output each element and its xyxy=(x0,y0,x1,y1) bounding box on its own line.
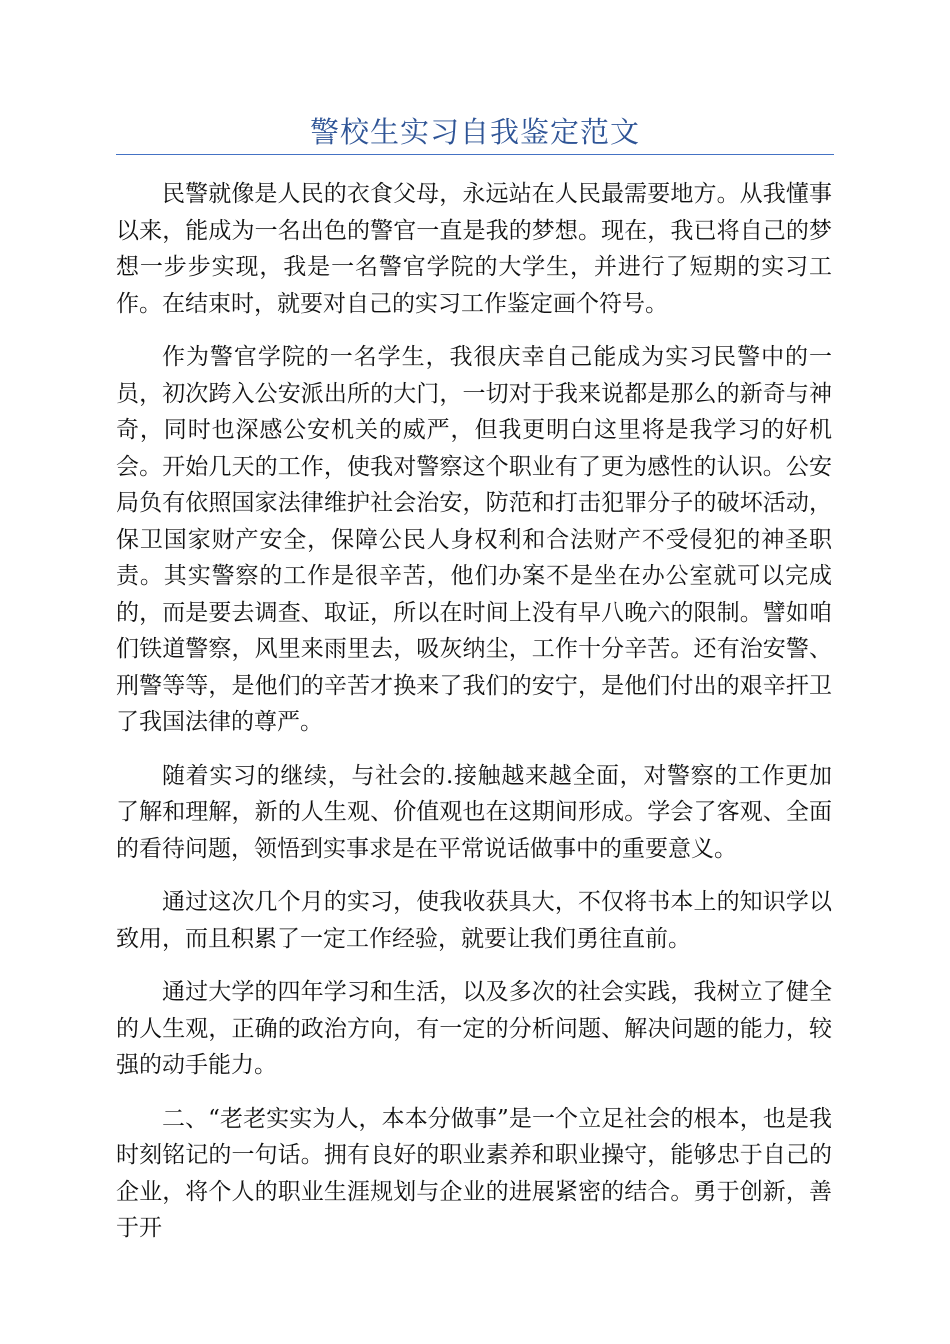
title-underline xyxy=(116,154,834,155)
paragraph: 二、“老老实实为人，本本分做事”是一个立足社会的根本，也是我时刻铭记的一句话。拥有良好的职业素养和职业操守，能够忠于自己的企业，将个人的职业生涯规划与企业的进展紧密的结合。勇于创新，善于开 xyxy=(116,1105,832,1241)
paragraph: 通过大学的四年学习和生活，以及多次的社会实践，我树立了健全的人生观，正确的政治方向，有一定的分析问题、解决问题的能力，较强的动手能力。 xyxy=(116,979,832,1078)
paragraph: 通过这次几个月的实习，使我收获具大，不仅将书本上的知识学以致用，而且积累了一定工作经验，就要让我们勇往直前。 xyxy=(116,889,832,952)
document-title: 警校生实习自我鉴定范文 xyxy=(309,115,640,149)
paragraph: 随着实习的继续，与社会的.接触越来越全面，对警察的工作更加了解和理解，新的人生观、价值观也在这期间形成。学会了客观、全面的看待问题，领悟到实事求是在平常说话做事中的重要意义。 xyxy=(116,762,832,862)
document-body xyxy=(116,176,832,1264)
paragraph: 作为警官学院的一名学生，我很庆幸自己能成为实习民警中的一员，初次跨入公安派出所的大门，一切对于我来说都是那么的新奇与神奇，同时也深感公安机关的威严，但我更明白这里将是我学习的好机会。开始几天的工作，使我对警察这个职业有了更为感性的认识。公安局负有依照国家法律维护社会治安，防范和打击犯罪分子的破坏活动，保卫国家财产安全，保障公民人身权利和合法财产不受侵犯的神圣职责。其实警察的工作是很辛苦，他们办案不是坐在办公室就可以完成的，而是要去调查、取证，所以在时间上没有早八晚六的限制。譬如咱们铁道警察，风里来雨里去，吸灰纳尘，工作十分辛苦。还有治安警、刑警等等，是他们的辛苦才换来了我们的安宁，是他们付出的艰辛扞卫了我国法律的尊严。 xyxy=(116,344,832,735)
paragraph: 民警就像是人民的衣食父母，永远站在人民最需要地方。从我懂事以来，能成为一名出色的警官一直是我的梦想。现在，我已将自己的梦想一步步实现，我是一名警官学院的大学生，并进行了短期的实习工作。在结束时，就要对自己的实习工作鉴定画个符号。 xyxy=(116,181,832,317)
